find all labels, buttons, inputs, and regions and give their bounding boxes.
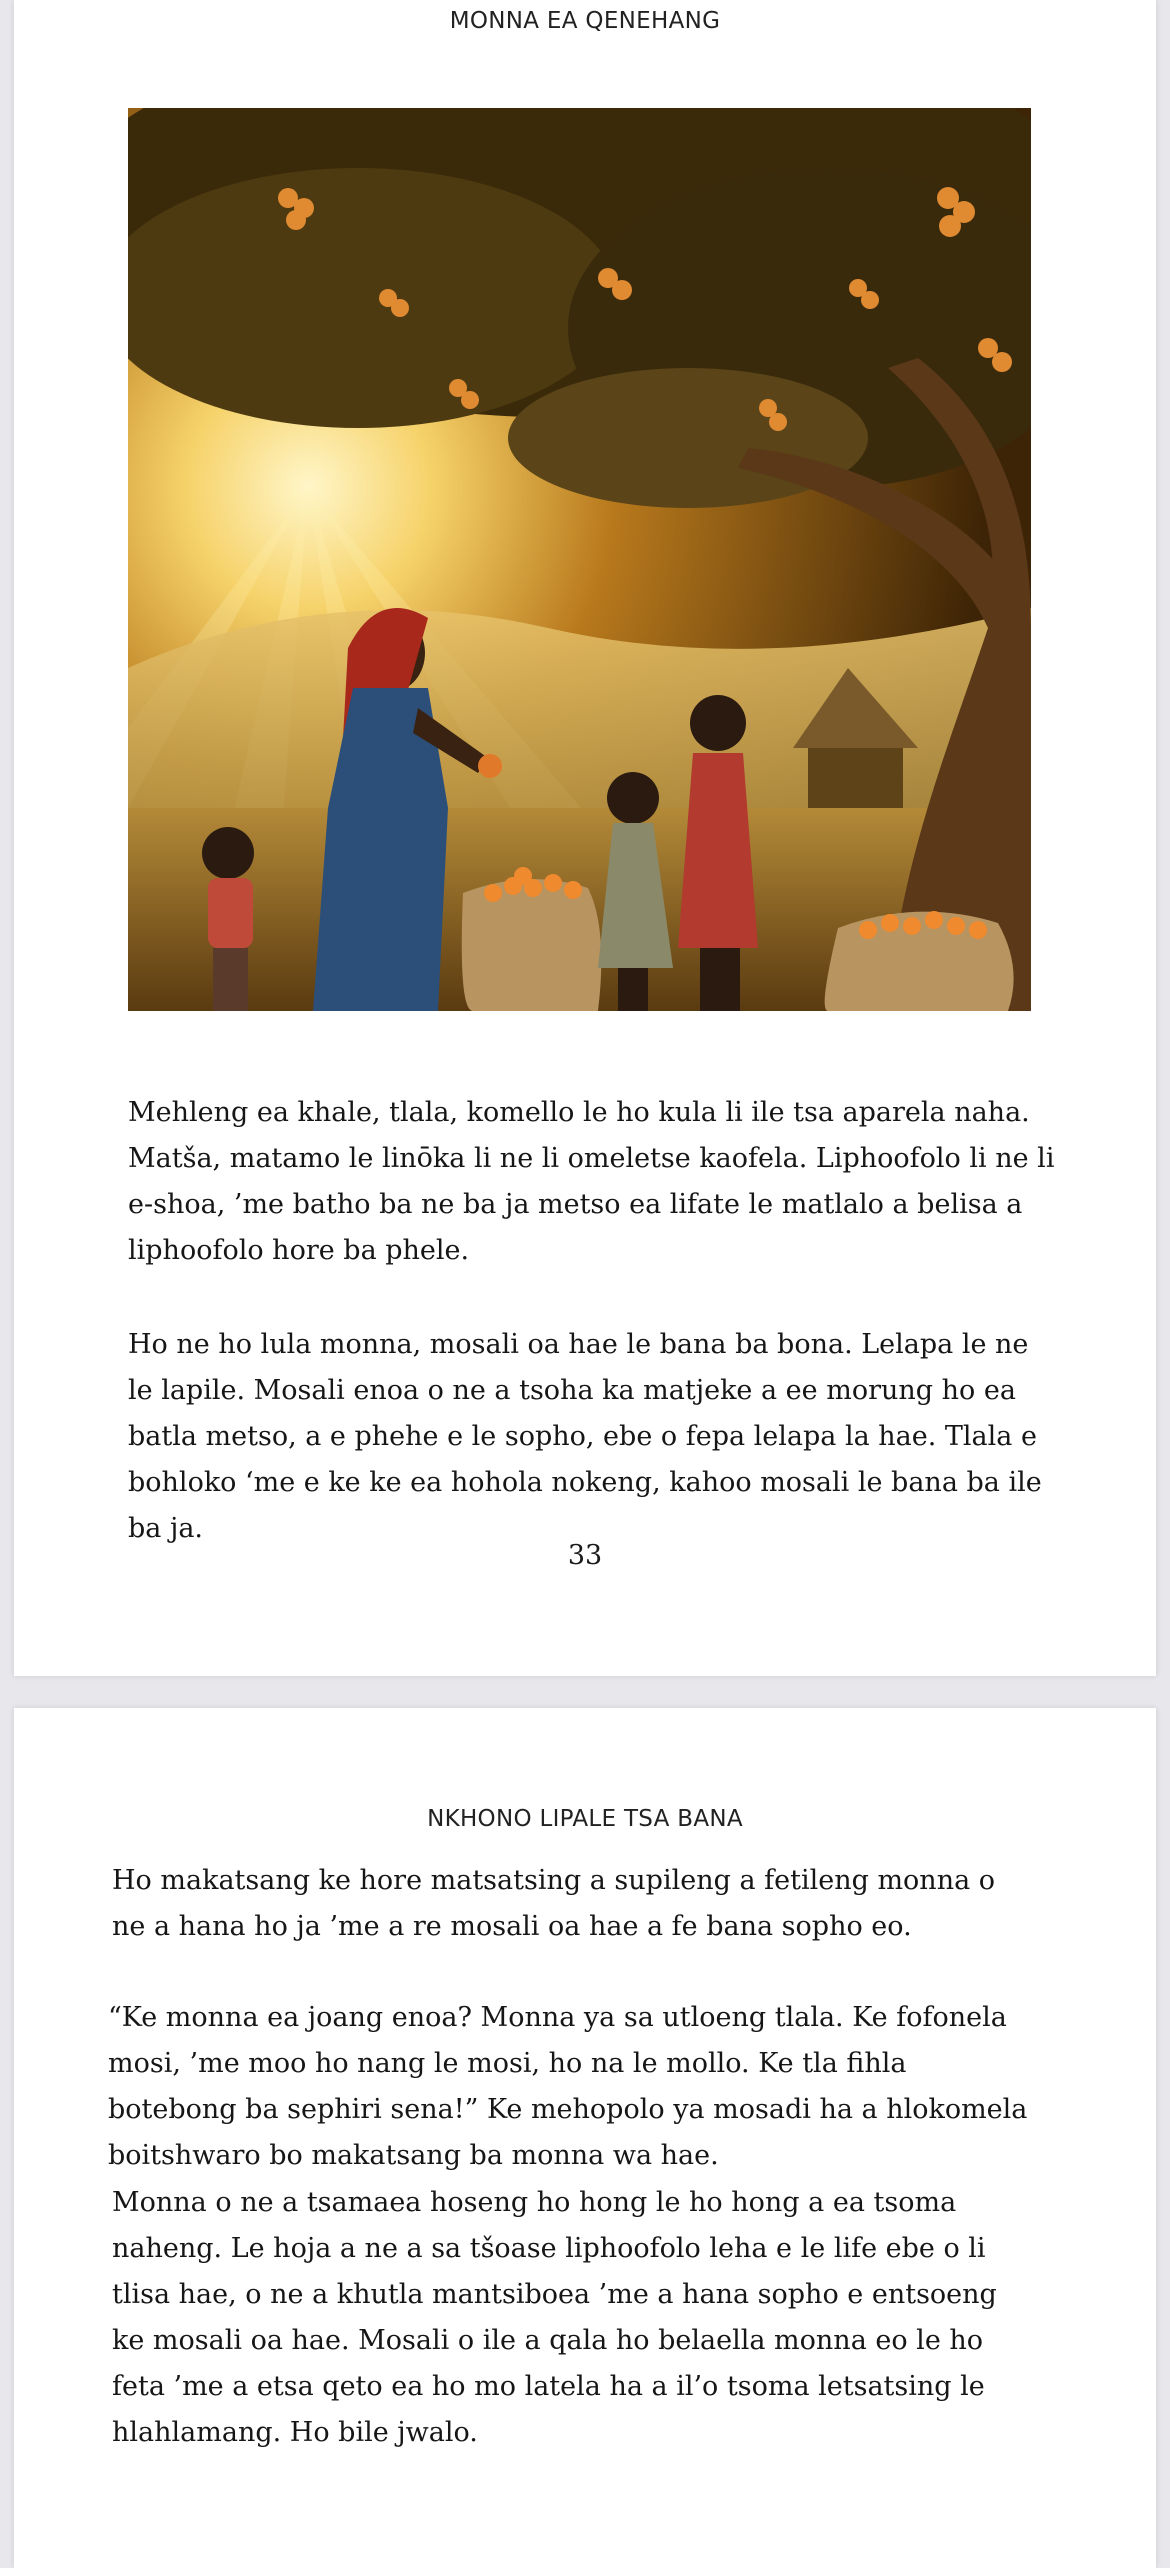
story-illustration bbox=[128, 108, 1031, 1011]
story-paragraph: Mehleng ea khale, tlala, komello le ho kula li ile tsa aparela naha. Matša, matamo le linōka li ne li omeletse kaofela. Liphoofolo li ne li e-shoa, ’me batho ba ne ba ja metso ea lifate le matlalo a belisa a liphoofolo hore ba phele. bbox=[128, 1097, 1055, 1266]
page-number: 33 bbox=[567, 1540, 603, 1571]
running-header: MONNA EA QENEHANG bbox=[449, 8, 721, 34]
story-paragraph: Ho makatsang ke hore matsatsing a supileng a fetileng monna o ne a hana ho ja ’me a re mosali oa hae a fe bana sopho eo. bbox=[112, 1865, 996, 1942]
story-paragraph: Monna o ne a tsamaea hoseng ho hong le ho hong a ea tsoma naheng. Le hoja a ne a sa tšoase liphoofolo leha e le life ebe o li tlisa hae, o ne a khutla mantsiboea ’me a hana sopho e entsoeng ke mosali oa hae. Mosali o ile a qala ho belaella monna eo le ho feta ’me a etsa qeto ea ho mo latela ha a il’o tsoma letsatsing le hlahlamang. Ho bile jwalo. bbox=[112, 2187, 997, 2448]
running-header: NKHONO LIPALE TSA BANA bbox=[427, 1806, 743, 1832]
story-paragraph: Ho ne ho lula monna, mosali oa hae le bana ba bona. Lelapa le ne le lapile. Mosali enoa o ne a tsoha ka matjeke a ee morung ho ea batla metso, a e phehe e le sopho, ebe o fepa lelapa la hae. Tlala e bohloko ‘me e ke ke ea hohola nokeng, kahoo mosali le bana ba ile ba ja. bbox=[128, 1329, 1042, 1544]
illustration-mother-children-fruit-tree-icon bbox=[128, 108, 1031, 1011]
story-paragraph: “Ke monna ea joang enoa? Monna ya sa utloeng tlala. Ke fofonela mosi, ’me moo ho nang le mosi, ho na le mollo. Ke tla fihla botebong ba sephiri sena!” Ke mehopolo ya mosadi ha a hlokomela boitshwaro bo makatsang ba monna wa hae. bbox=[108, 2002, 1028, 2171]
